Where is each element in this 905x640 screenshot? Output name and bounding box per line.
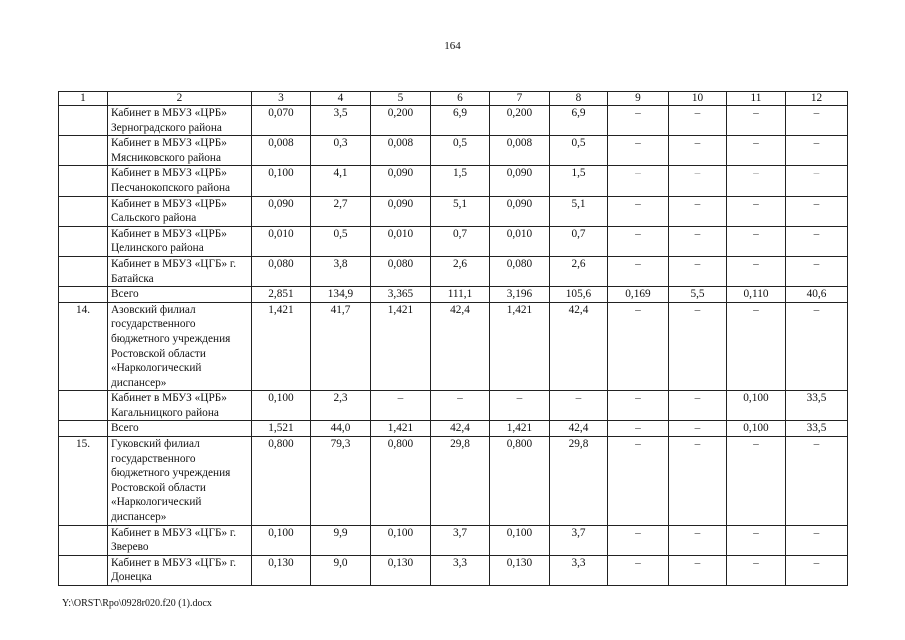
value-cell: 33,5 [786,391,848,421]
value-cell: 1,521 [252,421,311,437]
value-cell: – [669,525,727,555]
value-cell: 134,9 [311,287,371,303]
table-row [59,166,848,196]
table-row [59,196,848,226]
value-cell: 6,9 [550,106,608,136]
value-cell: 111,1 [431,287,490,303]
value-cell: 0,100 [490,525,550,555]
name-cell: Кабинет в МБУЗ «ЦРБ» Мясниковского района [108,136,252,166]
header-cell: 9 [608,92,669,106]
value-cell: 0,100 [727,421,786,437]
value-cell: 0,130 [371,555,431,585]
value-cell: – [608,226,669,256]
table-row [59,525,848,555]
value-cell: 40,6 [786,287,848,303]
table-row [59,391,848,421]
value-cell: – [550,391,608,421]
value-cell: 0,100 [252,525,311,555]
value-cell: 5,1 [431,196,490,226]
value-cell: – [727,166,786,196]
value-cell: 2,6 [431,256,490,286]
value-cell: 0,800 [371,437,431,526]
value-cell: – [608,196,669,226]
value-cell: 3,8 [311,256,371,286]
value-cell: 0,090 [490,166,550,196]
name-cell: Кабинет в МБУЗ «ЦРБ» Сальского района [108,196,252,226]
value-cell: 2,3 [311,391,371,421]
value-cell: 3,7 [550,525,608,555]
value-cell: – [669,391,727,421]
value-cell: 0,800 [490,437,550,526]
value-cell: – [669,226,727,256]
table-row [59,136,848,166]
value-cell: – [669,302,727,391]
value-cell: 1,5 [431,166,490,196]
row-number-cell [59,106,108,136]
value-cell: – [727,106,786,136]
value-cell: 0,008 [371,136,431,166]
value-cell: 0,080 [371,256,431,286]
row-number-cell [59,196,108,226]
row-number-cell [59,525,108,555]
row-number-cell [59,256,108,286]
value-cell: 79,3 [311,437,371,526]
value-cell: 9,9 [311,525,371,555]
value-cell: – [786,437,848,526]
name-cell: Кабинет в МБУЗ «ЦРБ» Песчанокопского района [108,166,252,196]
value-cell: 0,010 [371,226,431,256]
value-cell: – [608,166,669,196]
name-cell: Кабинет в МБУЗ «ЦГБ» г. Зверево [108,525,252,555]
value-cell: – [727,256,786,286]
header-cell: 8 [550,92,608,106]
file-path-footer: Y:\ORST\Rpo\0928r020.f20 (1).docx [62,598,212,609]
value-cell: 9,0 [311,555,371,585]
value-cell: 3,196 [490,287,550,303]
value-cell: 0,090 [490,196,550,226]
value-cell: 5,5 [669,287,727,303]
value-cell: 3,3 [550,555,608,585]
value-cell: 0,010 [490,226,550,256]
value-cell: 1,421 [371,302,431,391]
value-cell: – [669,196,727,226]
value-cell: 0,100 [252,391,311,421]
value-cell: – [786,136,848,166]
name-cell: Кабинет в МБУЗ «ЦРБ» Целинского района [108,226,252,256]
header-cell: 4 [311,92,371,106]
value-cell: 0,090 [371,166,431,196]
table-row [59,226,848,256]
value-cell: 42,4 [431,302,490,391]
value-cell: 0,100 [371,525,431,555]
value-cell: 29,8 [550,437,608,526]
header-cell: 6 [431,92,490,106]
value-cell: 105,6 [550,287,608,303]
value-cell: 1,421 [490,421,550,437]
header-cell: 1 [59,92,108,106]
value-cell: – [431,391,490,421]
header-cell: 10 [669,92,727,106]
value-cell: 0,080 [252,256,311,286]
row-number-cell: 15. [59,437,108,526]
value-cell: – [669,136,727,166]
value-cell: – [786,555,848,585]
value-cell: – [727,437,786,526]
value-cell: 3,3 [431,555,490,585]
value-cell: 44,0 [311,421,371,437]
row-number-cell [59,287,108,303]
header-cell: 7 [490,92,550,106]
value-cell: – [786,196,848,226]
data-table [58,91,848,586]
page-number: 164 [444,40,461,52]
value-cell: – [490,391,550,421]
value-cell: 0,7 [431,226,490,256]
value-cell: – [727,226,786,256]
value-cell: – [727,525,786,555]
value-cell: 33,5 [786,421,848,437]
value-cell: – [608,136,669,166]
value-cell: – [727,555,786,585]
value-cell: 0,3 [311,136,371,166]
table-row [59,437,848,526]
value-cell: 0,800 [252,437,311,526]
value-cell: 1,421 [490,302,550,391]
value-cell: 0,7 [550,226,608,256]
row-number-cell [59,166,108,196]
value-cell: – [608,437,669,526]
value-cell: 0,080 [490,256,550,286]
value-cell: – [786,302,848,391]
row-number-cell: 14. [59,302,108,391]
value-cell: – [608,256,669,286]
value-cell: 0,070 [252,106,311,136]
value-cell: 0,5 [550,136,608,166]
table-row [59,421,848,437]
name-cell: Кабинет в МБУЗ «ЦРБ» Кагальницкого района [108,391,252,421]
value-cell: 29,8 [431,437,490,526]
name-cell: Кабинет в МБУЗ «ЦГБ» г. Донецка [108,555,252,585]
value-cell: – [669,421,727,437]
name-cell: Гуковский филиал государственного бюджетного учреждения Ростовской области «Наркологический диспансер» [108,437,252,526]
value-cell: 0,090 [252,196,311,226]
value-cell: – [786,166,848,196]
value-cell: – [786,106,848,136]
table-row [59,287,848,303]
value-cell: 0,008 [252,136,311,166]
value-cell: 1,5 [550,166,608,196]
header-cell: 12 [786,92,848,106]
value-cell: 0,130 [252,555,311,585]
value-cell: – [608,421,669,437]
value-cell: – [608,106,669,136]
value-cell: – [727,136,786,166]
value-cell: 4,1 [311,166,371,196]
table-header-row [59,92,848,106]
name-cell: Всего [108,421,252,437]
table-body [59,106,848,586]
value-cell: 42,4 [431,421,490,437]
value-cell: – [786,256,848,286]
value-cell: – [786,226,848,256]
value-cell: 1,421 [252,302,311,391]
value-cell: 2,851 [252,287,311,303]
value-cell: 0,5 [311,226,371,256]
value-cell: 3,7 [431,525,490,555]
value-cell: – [727,302,786,391]
value-cell: 3,5 [311,106,371,136]
value-cell: 0,200 [490,106,550,136]
value-cell: – [669,106,727,136]
value-cell: 41,7 [311,302,371,391]
value-cell: 0,100 [727,391,786,421]
value-cell: 2,7 [311,196,371,226]
name-cell: Всего [108,287,252,303]
name-cell: Кабинет в МБУЗ «ЦРБ» Зерноградского района [108,106,252,136]
table-row [59,555,848,585]
value-cell: 6,9 [431,106,490,136]
header-cell: 11 [727,92,786,106]
header-cell: 3 [252,92,311,106]
value-cell: 0,169 [608,287,669,303]
value-cell: 0,010 [252,226,311,256]
name-cell: Азовский филиал государственного бюджетного учреждения Ростовской области «Наркологический диспансер» [108,302,252,391]
value-cell: 5,1 [550,196,608,226]
value-cell: – [786,525,848,555]
name-cell: Кабинет в МБУЗ «ЦГБ» г. Батайска [108,256,252,286]
value-cell: 42,4 [550,302,608,391]
value-cell: 0,100 [252,166,311,196]
value-cell: 0,110 [727,287,786,303]
value-cell: – [727,196,786,226]
table-row [59,256,848,286]
header-cell: 2 [108,92,252,106]
value-cell: 42,4 [550,421,608,437]
value-cell: – [608,391,669,421]
value-cell: 0,200 [371,106,431,136]
row-number-cell [59,226,108,256]
value-cell: – [669,555,727,585]
row-number-cell [59,391,108,421]
value-cell: – [669,256,727,286]
value-cell: – [371,391,431,421]
value-cell: 0,130 [490,555,550,585]
value-cell: – [669,437,727,526]
value-cell: 2,6 [550,256,608,286]
value-cell: 0,090 [371,196,431,226]
value-cell: – [608,302,669,391]
value-cell: – [669,166,727,196]
value-cell: 0,5 [431,136,490,166]
row-number-cell [59,136,108,166]
value-cell: 3,365 [371,287,431,303]
value-cell: 0,008 [490,136,550,166]
row-number-cell [59,421,108,437]
table-row [59,302,848,391]
value-cell: – [608,555,669,585]
row-number-cell [59,555,108,585]
value-cell: – [608,525,669,555]
value-cell: 1,421 [371,421,431,437]
header-cell: 5 [371,92,431,106]
table-row [59,106,848,136]
